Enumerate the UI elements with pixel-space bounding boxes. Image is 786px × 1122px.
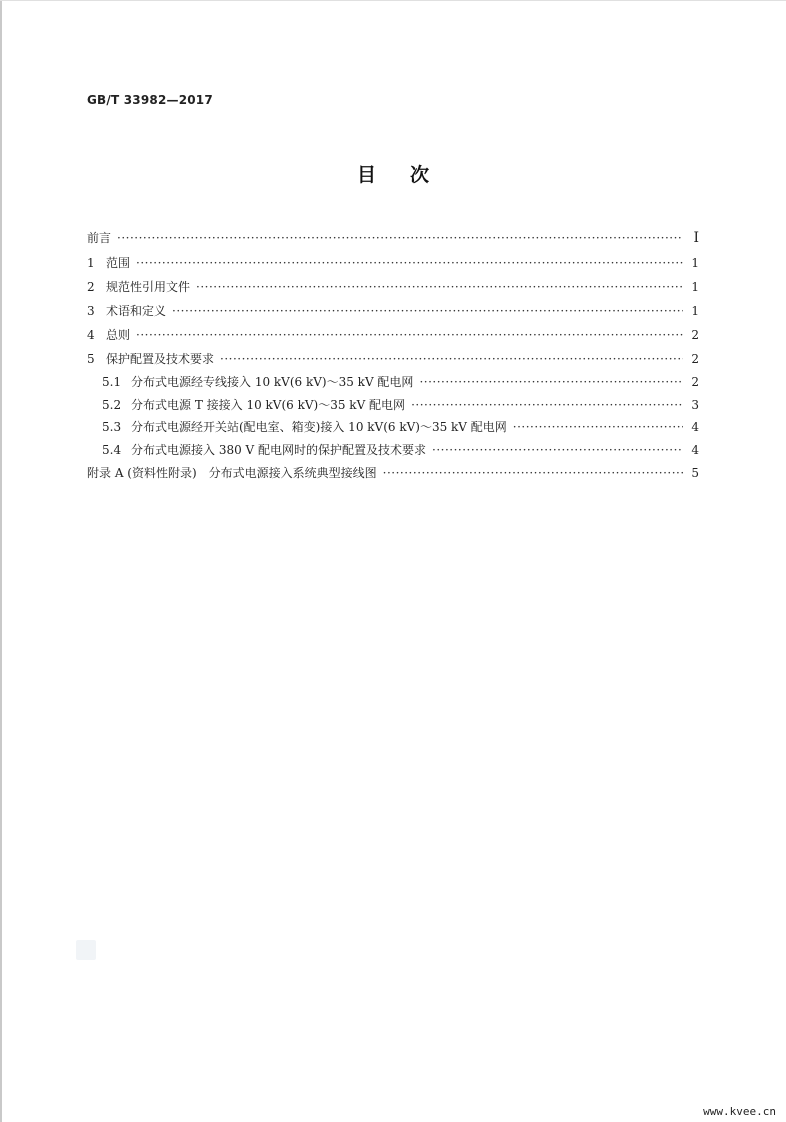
toc-leader-dots bbox=[117, 226, 683, 250]
toc-entry-5-2[interactable] bbox=[87, 394, 699, 417]
toc-entry-label: 前言 bbox=[87, 231, 112, 245]
scan-mark-icon bbox=[76, 940, 96, 960]
toc-entry-5-3[interactable] bbox=[87, 416, 699, 439]
toc-entry-label: 保护配置及技术要求 bbox=[106, 352, 215, 366]
toc-entry-1[interactable] bbox=[87, 251, 699, 275]
toc-entry-2[interactable] bbox=[87, 275, 699, 299]
watermark: www.kvee.cn bbox=[703, 1105, 776, 1118]
toc-entry-number: 3 bbox=[87, 304, 95, 318]
toc-page-number: 1 bbox=[691, 304, 699, 318]
toc-entry-number: 5.2 bbox=[102, 397, 122, 412]
toc-entry-label: 范围 bbox=[106, 256, 131, 270]
toc-page-number: 2 bbox=[691, 352, 699, 366]
toc-leader-dots bbox=[196, 275, 683, 299]
toc-page-number: 5 bbox=[691, 466, 699, 480]
toc-leader-dots bbox=[136, 323, 683, 347]
toc-page-number: 1 bbox=[691, 280, 699, 294]
toc-entry-5-1[interactable] bbox=[87, 371, 699, 394]
toc-page-number: 2 bbox=[691, 375, 699, 389]
toc-leader-dots bbox=[513, 416, 683, 439]
toc-entry-label: 总则 bbox=[106, 328, 131, 342]
toc-entry-number: 5.1 bbox=[102, 375, 122, 389]
toc-page-number: 4 bbox=[691, 420, 699, 434]
toc-entry-3[interactable] bbox=[87, 299, 699, 323]
toc-page-number: 1 bbox=[691, 256, 699, 270]
toc-entry-5-4[interactable] bbox=[87, 439, 699, 462]
toc-leader-dots bbox=[172, 299, 683, 323]
toc-leader-dots bbox=[419, 371, 683, 394]
toc-entry-label: 附录 A (资料性附录) 分布式电源接入系统典型接线图 bbox=[87, 466, 377, 480]
toc-page-number: 3 bbox=[691, 397, 699, 412]
toc-leader-dots bbox=[220, 347, 683, 371]
page-title: 目次 bbox=[356, 164, 463, 186]
toc-entry-label: 分布式电源 T 接接入 10 kV(6 kV)～35 kV 配电网 bbox=[131, 397, 406, 412]
toc-leader-dots bbox=[432, 439, 683, 462]
toc-entry-number: 2 bbox=[87, 280, 95, 294]
toc-entry-number: 1 bbox=[87, 256, 95, 270]
toc-entry-number: 5.4 bbox=[102, 442, 122, 457]
toc-entry-label: 术语和定义 bbox=[106, 304, 167, 318]
toc-entry-4[interactable] bbox=[87, 323, 699, 347]
table-of-contents bbox=[87, 226, 699, 485]
toc-leader-dots bbox=[411, 394, 683, 417]
standard-code: GB/T 33982—2017 bbox=[87, 93, 213, 107]
toc-entry-label: 规范性引用文件 bbox=[106, 280, 191, 294]
toc-entry-5[interactable] bbox=[87, 347, 699, 371]
toc-entry-number: 5.3 bbox=[102, 420, 122, 434]
toc-entry-label: 分布式电源经开关站(配电室、箱变)接入 10 kV(6 kV)～35 kV 配电网 bbox=[131, 420, 507, 434]
toc-entry-number: 5 bbox=[87, 352, 95, 366]
toc-entry-number: 4 bbox=[87, 328, 95, 342]
toc-entry-label: 分布式电源接入 380 V 配电网时的保护配置及技术要求 bbox=[131, 442, 427, 457]
page-edge-top bbox=[0, 0, 786, 1]
toc-page-number: Ⅰ bbox=[693, 230, 699, 246]
toc-page-number: 2 bbox=[691, 328, 699, 342]
toc-leader-dots bbox=[383, 461, 683, 485]
toc-entry-label: 分布式电源经专线接入 10 kV(6 kV)～35 kV 配电网 bbox=[131, 375, 414, 389]
toc-entry-foreword[interactable] bbox=[87, 226, 699, 251]
toc-entry-appendix-a[interactable] bbox=[87, 461, 699, 485]
toc-leader-dots bbox=[136, 251, 683, 275]
toc-page-number: 4 bbox=[691, 442, 699, 457]
